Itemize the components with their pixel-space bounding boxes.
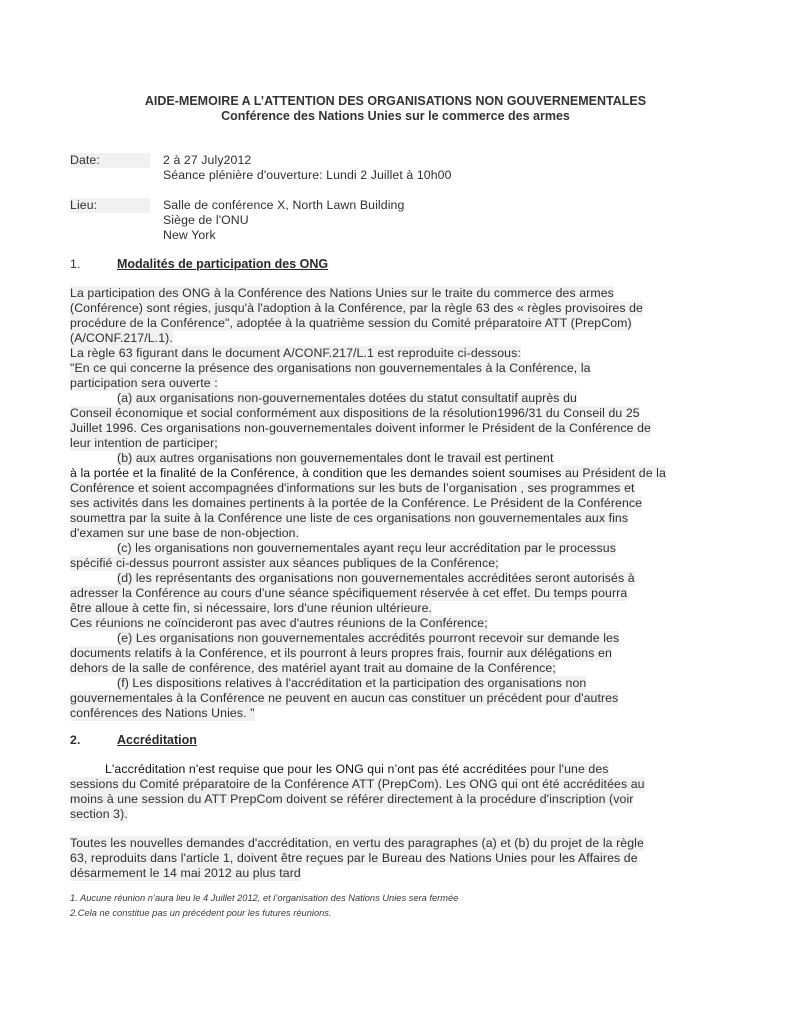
paragraph-line: (c) les organisations non gouvernementales ayant reçu leur accréditation par le processus [117, 541, 616, 555]
paragraph-line: adresser la Conférence au cours d'une séance spécifiquement réservée à cet effet. Du temps pourra [70, 586, 628, 600]
paragraph-line: dehors de la salle de conférence, des matériel ayant trait au domaine de la Conférence; [70, 661, 556, 675]
paragraph-line: Toutes les nouvelles demandes d'accréditation, en vertu des paragraphes (a) et (b) du projet de la règle [70, 836, 644, 850]
paragraph-line: La règle 63 figurant dans le document A/CONF.217/L.1 est reproduite ci-dessous: [70, 346, 521, 360]
paragraph-line: d'examen sur une base de non-objection. [70, 526, 300, 540]
paragraph-line: Conseil économique et social conformément aux dispositions de la résolution1996/31 du Conseil du 25 [70, 406, 640, 420]
paragraph-line-light-part: pour l'une des [526, 762, 609, 776]
section-1-number: 1. [70, 257, 81, 271]
paragraph-line: (d) les représentants des organisations non gouvernementales accréditées seront autorisés à [117, 571, 635, 585]
document-title: AIDE-MEMOIRE A L’ATTENTION DES ORGANISATIONS NON GOUVERNEMENTALES [144, 94, 647, 108]
paragraph-line: (b) aux autres organisations non gouvernementales dont le travail est pertinent [117, 451, 554, 465]
paragraph-line-dark-part: L'accréditation n'est requise que pour les ONG qui n’ont pas été accréditées [105, 762, 527, 776]
place-line-1: Salle de conférence X, North Lawn Building [163, 198, 405, 212]
paragraph-line: ses activités dans les domaines pertinents à la portée de la Conférence. Le Président de la Conférence [70, 496, 643, 510]
date-value: 2 à 27 July2012 [163, 153, 252, 167]
date-session: Séance plénière d'ouverture: Lundi 2 Juillet à 10h00 [163, 168, 452, 182]
paragraph-line: "En ce qui concerne la présence des organisations non gouvernementales à la Conférence, la [70, 361, 591, 375]
paragraph-line-mixed [105, 762, 609, 777]
place-line-3: New York [163, 228, 216, 242]
paragraph-line: sessions du Comité préparatoire de la Conférence ATT (PrepCom). Les ONG qui ont été accréditées au [70, 777, 645, 791]
date-label: Date: [70, 153, 150, 168]
place-line-2: Siège de l'ONU [163, 213, 249, 227]
paragraph-line: procédure de la Conférence", adoptée à la quatrième session du Comité préparatoire ATT (PrepCom) [70, 316, 632, 330]
place-label: Lieu: [70, 198, 150, 213]
footnote-2: 2.Cela ne constitue pas un précédent pour les futures réunions. [70, 908, 332, 918]
paragraph-line: Ces réunions ne coïncideront pas avec d'autres réunions de la Conférence; [70, 616, 488, 630]
paragraph-line-dark-part: à la portée et la finalité de la Conférence, à condition que les demandes soient soumises [70, 466, 562, 480]
section-1-title: Modalités de participation des ONG [117, 257, 329, 271]
paragraph-line: section 3). [70, 807, 128, 821]
paragraph-line: (A/CONF.217/L.1). [70, 331, 173, 345]
paragraph-line: (f) Les dispositions relatives à l'accréditation et la participation des organisations non [117, 676, 587, 690]
paragraph-line: (e) Les organisations non gouvernementales accrédités pourront recevoir sur demande les [117, 631, 620, 645]
paragraph-line: spécifié ci-dessus pourront assister aux séances publiques de la Conférence; [70, 556, 499, 570]
paragraph-line: moins à une session du ATT PrepCom doivent se référer directement à la procédure d'inscription (voir [70, 792, 634, 806]
section-2-number: 2. [70, 733, 81, 747]
paragraph-line: Juillet 1996. Ces organisations non-gouvernementales doivent informer le Président de la Conférence de [70, 421, 651, 435]
paragraph-line: Conférence et soient accompagnées d'informations sur les buts de l’organisation , ses programmes et [70, 481, 635, 495]
paragraph-line: leur intention de participer; [70, 436, 218, 450]
paragraph-line: conférences des Nations Unies. " [70, 706, 255, 720]
document-subtitle: Conférence des Nations Unies sur le commerce des armes [221, 109, 570, 123]
paragraph-line-mixed [70, 466, 666, 481]
paragraph-line: gouvernementales à la Conférence ne peuvent en aucun cas constituer un précédent pour d'autres [70, 691, 619, 705]
paragraph-line: (Conférence) sont régies, jusqu'à l'adoption à la Conférence, par la règle 63 des « règles provisoires de [70, 301, 643, 315]
paragraph-line: soumettra par la suite à la Conférence une liste de ces organisations non gouvernementales aux fins [70, 511, 629, 525]
paragraph-line: désarmement le 14 mai 2012 au plus tard [70, 866, 301, 880]
paragraph-line: participation sera ouverte : [70, 376, 218, 390]
footnote-1: 1. Aucune réunion n’aura lieu le 4 Juillet 2012, et l’organisation des Nations Unies sera fermée [70, 893, 459, 903]
paragraph-line: La participation des ONG à la Conférence des Nations Unies sur le traite du commerce des armes [70, 286, 614, 300]
paragraph-line: 63, reproduits dans l'article 1, doivent être reçues par le Bureau des Nations Unies pour les Affaires de [70, 851, 638, 865]
paragraph-line: (a) aux organisations non-gouvernementales dotées du statut consultatif auprès du [117, 391, 577, 405]
paragraph-line: être alloue à cette fin, si nécessaire, lors d'une réunion ultérieure. [70, 601, 433, 615]
paragraph-line-light-part: au Président de la [561, 466, 666, 480]
section-2-title: Accréditation [117, 733, 197, 747]
paragraph-line: documents relatifs à la Conférence, et ils pourront à leurs propres frais, fournir aux délégations en [70, 646, 612, 660]
